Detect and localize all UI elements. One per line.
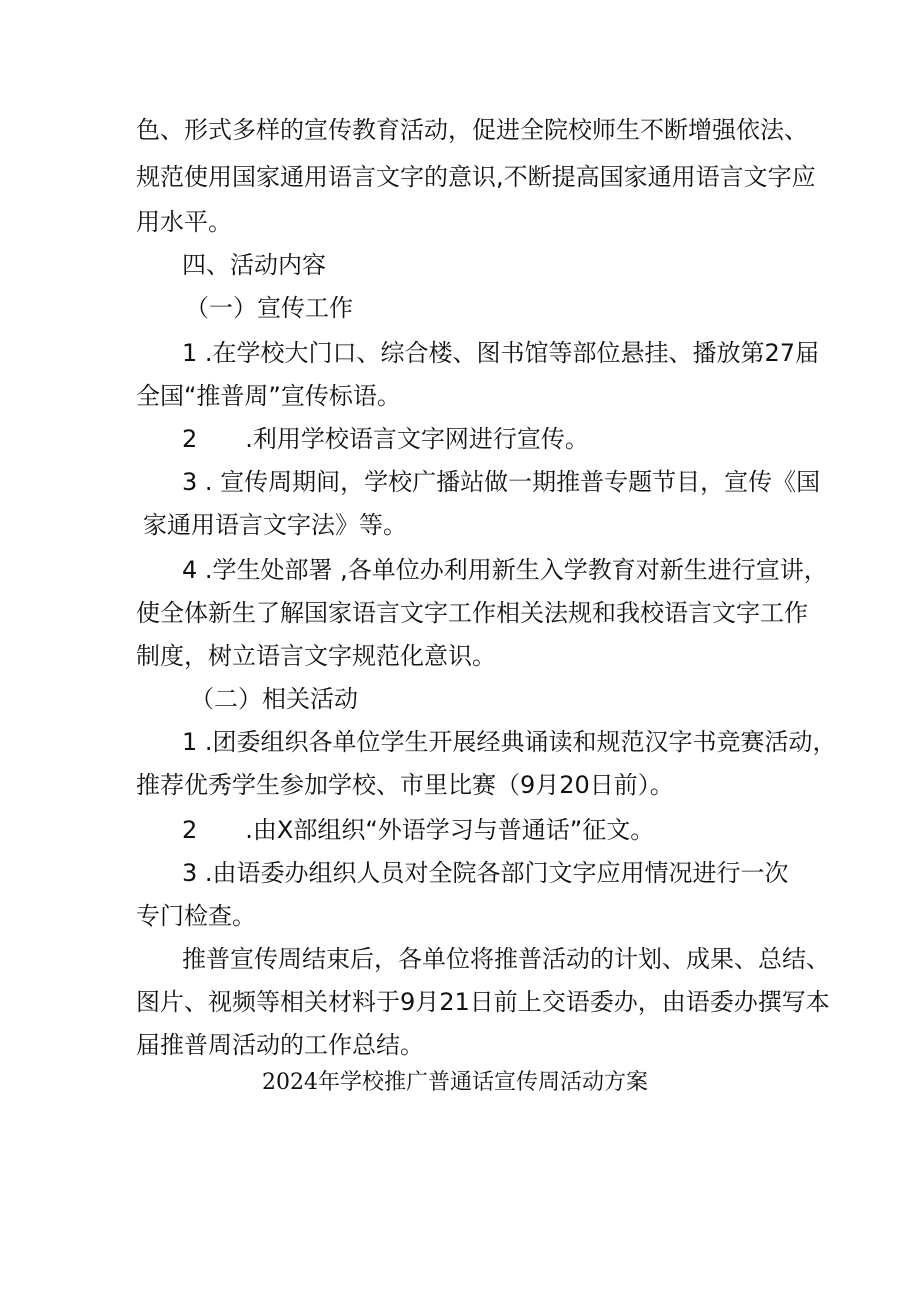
text-line: 2 .利用学校语言文字网进行宣传。 [182,425,589,453]
text-line: 推普宣传周结束后，各单位将推普活动的计划、成果、总结、 [182,945,830,973]
text-line: 推荐优秀学生参加学校、市里比赛（9月20日前）。 [136,771,674,799]
text-line: 3 .由语委办组织人员对全院各部门文字应用情况进行一次 [182,859,789,887]
text-line: 图片、视频等相关材料于9月21日前上交语委办，由语委办撰写本 [136,988,830,1016]
subsection-heading: （二）相关活动 [190,685,358,713]
text-line: 1 .在学校大门口、综合楼、图书馆等部位悬挂、播放第27届 [182,339,820,367]
text-line: 4 .学生处部署 ,各单位办利用新生入学教育对新生进行宣讲， [182,556,828,584]
text-line: 全国“推普周”宣传标语。 [136,382,401,410]
text-line: 3 . 宣传周期间，学校广播站做一期推普专题节目，宣传《国 [182,468,821,496]
text-line: 使全体新生了解国家语言文字工作相关法规和我校语言文字工作 [136,599,808,627]
subsection-heading: （一）宣传工作 [185,294,353,322]
section-heading: 四、活动内容 [182,251,326,279]
text-line: 1 .团委组织各单位学生开展经典诵读和规范汉字书竞赛活动， [182,728,837,756]
text-line: 专门检查。 [136,902,256,930]
text-line: 用水平。 [136,208,232,236]
text-line: 规范使用国家通用语言文字的意识,不断提高国家通用语言文字应 [136,163,816,191]
text-line: 制度，树立语言文字规范化意识。 [136,642,496,670]
text-line: 2 .由X部组织“外语学习与普通话”征文。 [182,816,655,844]
text-line: 家通用语言文字法》等。 [143,511,407,539]
text-line: 色、形式多样的宣传教育活动，促进全院校师生不断增强依法、 [136,116,808,144]
text-line: 届推普周活动的工作总结。 [136,1031,424,1059]
document-title: 2024年学校推广普通话宣传周活动方案 [262,1070,648,1095]
